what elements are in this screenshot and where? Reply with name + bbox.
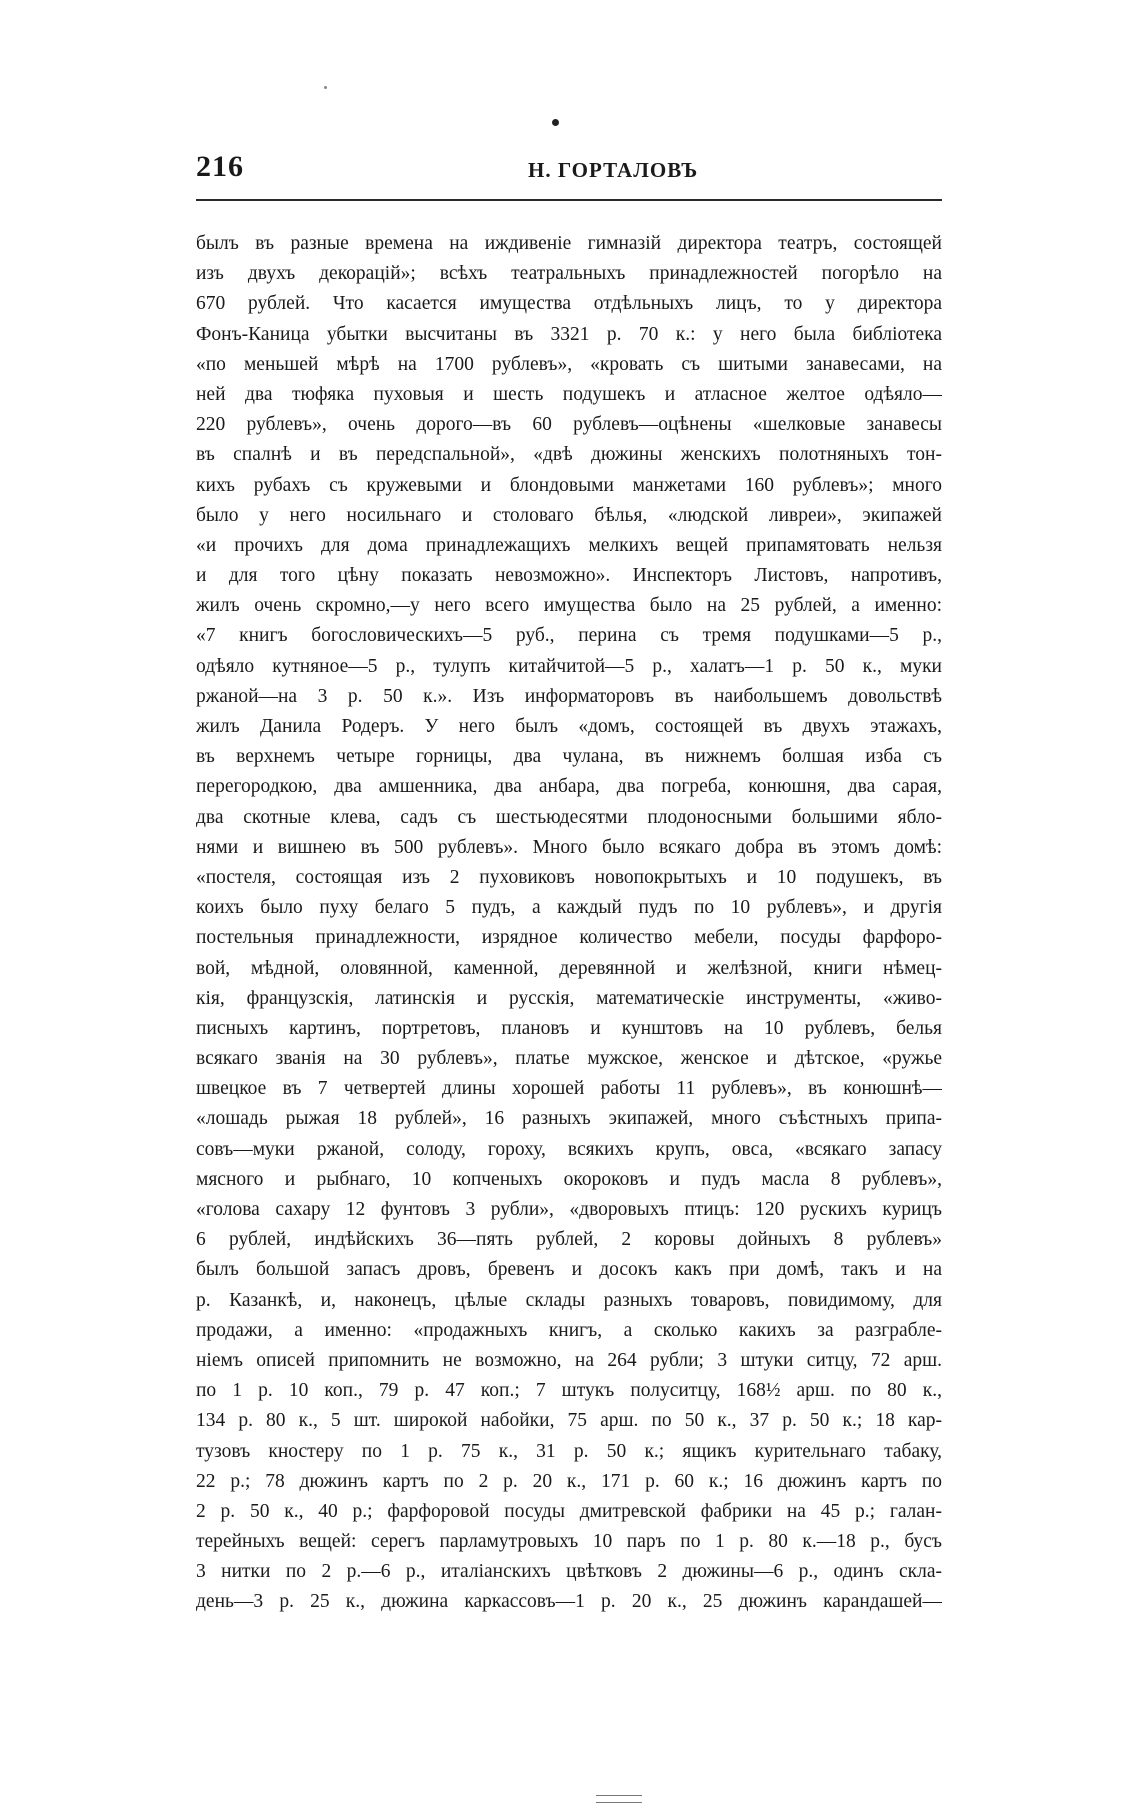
text-line: «по меньшей мѣрѣ на 1700 рублевъ», «кровать съ шитыми занавесами, на [196,353,942,375]
footer-mark [596,1795,642,1803]
text-line: р. Казанкѣ, и, наконецъ, цѣлые склады разныхъ товаровъ, повидимому, для [196,1289,942,1311]
text-line: въ верхнемъ четыре горницы, два чулана, въ нижнемъ болшая изба съ [196,746,942,768]
text-line: продажи, а именно: «продажныхъ книгъ, а сколько какихъ за разграбле- [196,1319,942,1341]
text-line: 22 р.; 78 дюжинъ картъ по 2 р. 20 к., 171 р. 60 к.; 16 дюжинъ картъ по [196,1470,942,1492]
text-line: ніемъ описей припомнить не возможно, на 264 рубли; 3 штуки ситцу, 72 арш. [196,1349,942,1371]
page-header [196,150,942,194]
text-line: перегородкою, два амшенника, два анбара, два погреба, конюшня, два сарая, [196,776,942,798]
text-line: «и прочихъ для дома принадлежащихъ мелкихъ вещей припамятовать нельзя [196,534,942,556]
text-line: «лошадь рыжая 18 рублей», 16 разныхъ экипажей, много съѣстныхъ припа- [196,1108,942,1130]
text-line: и для того цѣну показать невозможно». Инспекторъ Листовъ, напротивъ, [196,565,942,587]
header-rule [196,199,942,201]
text-line: нями и вишнею въ 500 рублевъ». Много было всякаго добра въ этомъ домѣ: [196,836,942,858]
ornament-dot [552,119,559,126]
text-line: мясного и рыбнаго, 10 копченыхъ окороковъ и пудъ масла 8 рублевъ», [196,1168,942,1190]
text-line: Фонъ-Каница убытки высчитаны въ 3321 р. 70 к.: у него была библіотека [196,323,942,345]
text-line: по 1 р. 10 коп., 79 р. 47 коп.; 7 штукъ полуситцу, 168½ арш. по 80 к., [196,1380,942,1402]
text-line: 220 рублевъ», очень дорого—въ 60 рублевъ—оцѣнены «шелковые занавесы [196,414,942,436]
text-line: изъ двухъ декорацій»; всѣхъ театральныхъ принадлежностей погорѣло на [196,263,942,285]
text-line: совъ—муки ржаной, солоду, гороху, всякихъ крупъ, овса, «всякаго запасу [196,1138,942,1160]
text-line: 134 р. 80 к., 5 шт. широкой набойки, 75 арш. по 50 к., 37 р. 50 к.; 18 кар- [196,1410,942,1432]
text-line: ней два тюфяка пуховыя и шесть подушекъ и атласное желтое одѣяло— [196,383,942,405]
paper-speck [324,86,327,89]
text-line: терейныхъ вещей: серегъ парламутровыхъ 10 паръ по 1 р. 80 к.—18 р., бусъ [196,1531,942,1553]
text-line: тузовъ кностеру по 1 р. 75 к., 31 р. 50 к.; ящикъ курительнаго табаку, [196,1440,942,1462]
text-line: «постеля, состоящая изъ 2 пуховиковъ новопокрытыхъ и 10 подушекъ, въ [196,866,942,888]
text-line: «голова сахару 12 фунтовъ 3 рубли», «дворовыхъ птицъ: 120 рускихъ курицъ [196,1199,942,1220]
text-line: вой, мѣдной, оловянной, каменной, деревянной и желѣзной, книги нѣмец- [196,957,942,979]
text-line: былъ большой запасъ дровъ, бревенъ и досокъ какъ при домѣ, такъ и на [196,1259,942,1281]
page-number: 216 [196,150,244,183]
text-line: постельныя принадлежности, изрядное количество мебели, посуды фарфоро- [196,927,942,949]
text-line: 3 нитки по 2 р.—6 р., италіанскихъ цвѣтковъ 2 дюжины—6 р., одинъ склa- [196,1561,942,1583]
text-line: «7 книгъ богословическихъ—5 руб., перина съ тремя подушками—5 р., [196,625,942,647]
text-line: коихъ было пуху белаго 5 пудъ, а каждый пудъ по 10 рублевъ», и другія [196,897,942,919]
text-line: швецкое въ 7 четвертей длины хорошей работы 11 рублевъ», въ конюшнѣ— [196,1078,942,1100]
text-line: кія, французскія, латинскія и русскія, математическіе инструменты, «живо- [196,987,942,1009]
text-line: писныхъ картинъ, портретовъ, плановъ и кунштовъ на 10 рублевъ, белья [196,1017,942,1039]
text-line: одѣяло кутняное—5 р., тулупъ китайчитой—5 р., халатъ—1 р. 50 к., муки [196,655,942,677]
text-line: всякаго званія на 30 рублевъ», платье мужское, женское и дѣтское, «ружье [196,1048,942,1070]
running-head: Н. ГОРТАЛОВЪ [528,158,699,182]
body-text [196,229,942,1618]
text-line: жилъ Данила Родеръ. У него былъ «домъ, состоящей въ двухъ этажахъ, [196,716,942,737]
text-line: день—3 р. 25 к., дюжина каркассовъ—1 р. 20 к., 25 дюжинъ карандашей— [196,1591,942,1613]
text-line: было у него носильнаго и столоваго бѣлья, «людской ливреи», экипажей [196,504,942,526]
text-line: два скотные клева, садъ съ шестьюдесятми плодоносными большими ябло- [196,806,942,828]
text-line: 2 р. 50 к., 40 р.; фарфоровой посуды дмитревской фабрики на 45 р.; галан- [196,1500,942,1522]
text-line: былъ въ разные времена на иждивеніе гимназій директора театръ, состоящей [196,233,942,254]
text-line: 6 рублей, индѣйскихъ 36—пять рублей, 2 коровы дойныхъ 8 рублевъ» [196,1229,942,1251]
text-line: въ спалнѣ и въ передспальной», «двѣ дюжины женскихъ полотняныхъ тон- [196,444,942,466]
text-line: 670 рублей. Что касается имущества отдѣльныхъ лицъ, то у директора [196,293,942,315]
text-line: ржаной—на 3 р. 50 к.». Изъ информаторовъ въ наибольшемъ довольствѣ [196,685,942,707]
text-line: жилъ очень скромно,—у него всего имущества было на 25 рублей, а именно: [196,595,942,617]
text-line: кихъ рубахъ съ кружевыми и блондовыми манжетами 160 рублевъ»; много [196,474,942,496]
